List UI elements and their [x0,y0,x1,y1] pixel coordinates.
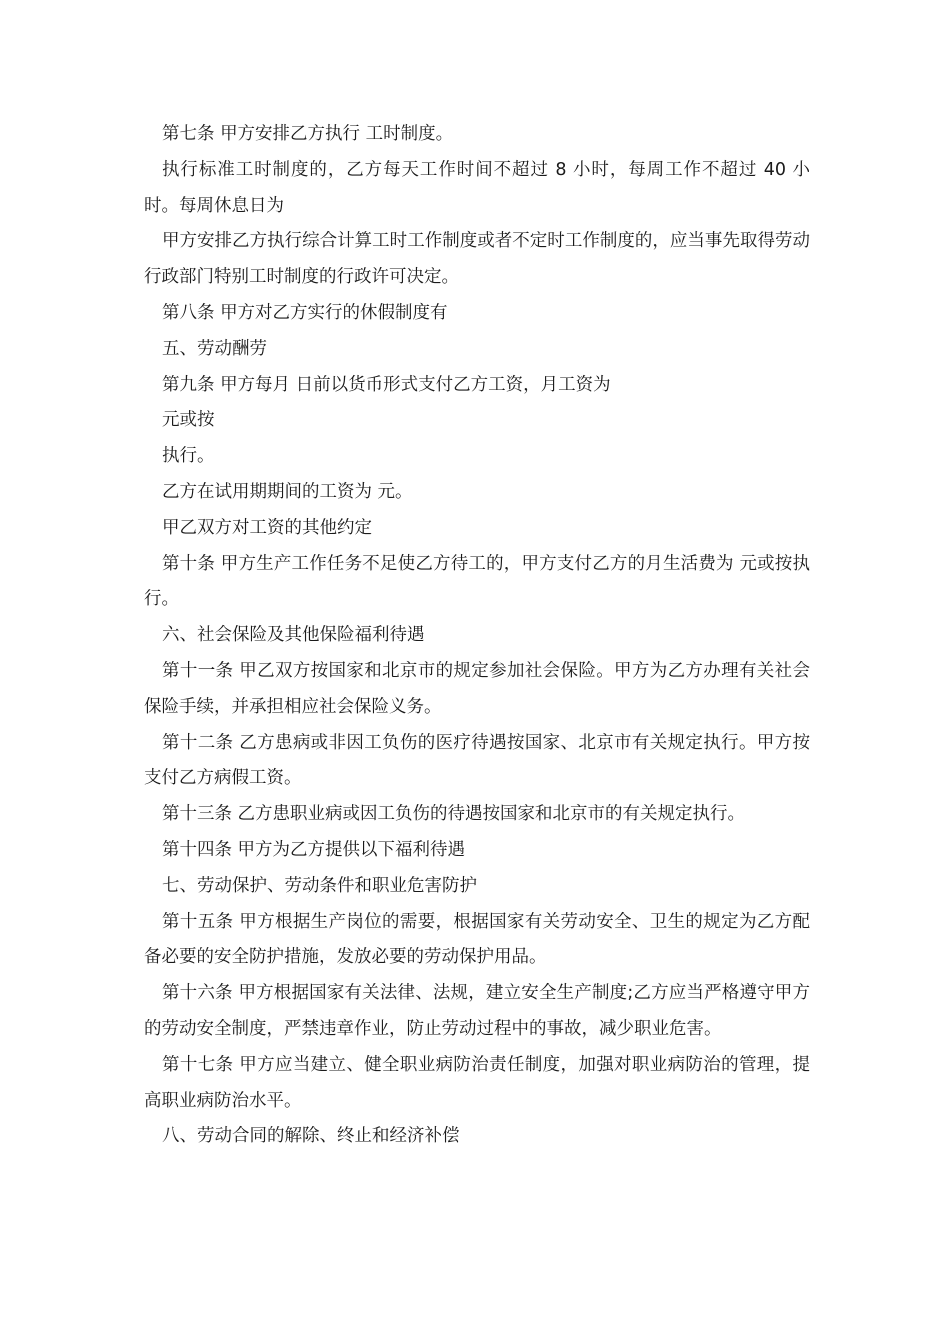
probation-wage-paragraph: 乙方在试用期期间的工资为 元。 [162,481,413,502]
section-7-heading: 七、劳动保护、劳动条件和职业危害防护 [162,875,477,896]
clause-9-line-2: 元或按 [162,410,215,431]
clause-15: 第十五条 甲方根据生产岗位的需要，根据国家有关劳动安全、卫生的规定为乙方配备必要的安全防护措施，发放必要的劳动保护用品。 [144,911,810,968]
standard-hours-paragraph: 执行标准工时制度的，乙方每天工作时间不超过 8 小时，每周工作不超过 40 小时。每周休息日为 [144,159,810,216]
clause-11: 第十一条 甲乙双方按国家和北京市的规定参加社会保险。甲方为乙方办理有关社会保险手续，并承担相应社会保险义务。 [144,660,810,717]
clause-8: 第八条 甲方对乙方实行的休假制度有 [162,302,448,323]
clause-9: 第九条 甲方每月 日前以货币形式支付乙方工资，月工资为 [162,374,611,395]
clause-14: 第十四条 甲方为乙方提供以下福利待遇 [162,839,466,860]
other-wage-agreement-paragraph: 甲乙双方对工资的其他约定 [162,517,372,538]
clause-7: 第七条 甲方安排乙方执行 工时制度。 [162,124,454,144]
clause-12: 第十二条 乙方患病或非因工负伤的医疗待遇按国家、北京市有关规定执行。甲方按支付乙方病假工资。 [144,732,810,789]
clause-9-line-3: 执行。 [162,446,215,467]
clause-10: 第十条 甲方生产工作任务不足使乙方待工的，甲方支付乙方的月生活费为 元或按执行。 [144,553,810,610]
clause-13: 第十三条 乙方患职业病或因工负伤的待遇按国家和北京市的有关规定执行。 [162,804,746,825]
section-5-heading: 五、劳动酬劳 [162,338,267,359]
section-8-heading: 八、劳动合同的解除、终止和经济补偿 [162,1126,460,1147]
document-body [144,117,810,1155]
section-6-heading: 六、社会保险及其他保险福利待遇 [162,625,425,646]
clause-16: 第十六条 甲方根据国家有关法律、法规，建立安全生产制度;乙方应当严格遵守甲方的劳动安全制度，严禁违章作业，防止劳动过程中的事故，减少职业危害。 [144,983,810,1039]
special-hours-paragraph: 甲方安排乙方执行综合计算工时工作制度或者不定时工作制度的，应当事先取得劳动行政部门特别工时制度的行政许可决定。 [144,231,810,288]
clause-17: 第十七条 甲方应当建立、健全职业病防治责任制度，加强对职业病防治的管理，提高职业病防治水平。 [144,1054,810,1111]
